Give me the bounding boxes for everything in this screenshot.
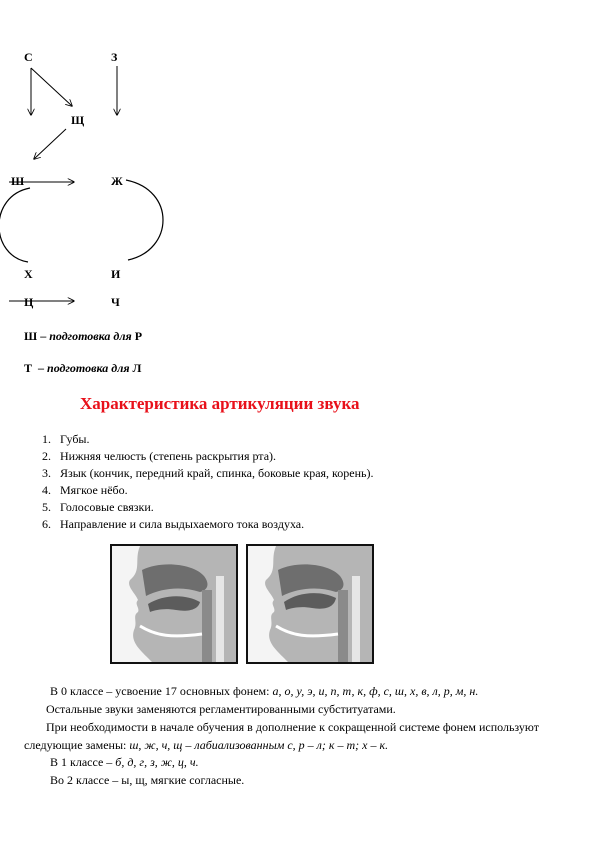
note-t-prep-l xyxy=(24,361,141,376)
articulation-profile-image-2 xyxy=(246,544,374,664)
note-target: Р xyxy=(134,329,143,343)
note-target: Л xyxy=(132,361,142,375)
note-sh-prep-r xyxy=(24,329,142,344)
letter-ch: Ч xyxy=(111,295,120,309)
list-item: 5. Голосовые связки. xyxy=(42,500,154,514)
note-letter: Ш xyxy=(24,329,38,343)
letter-i: И xyxy=(111,267,121,281)
note-text: подготовка для xyxy=(49,329,132,343)
section-title: Характеристика артикуляции звука xyxy=(80,394,360,413)
note-letter: Т xyxy=(24,361,33,375)
letter-z: З xyxy=(111,50,118,64)
list-item: 1. Губы. xyxy=(42,432,90,446)
letter-kh: Х xyxy=(24,267,33,281)
letter-shch: Щ xyxy=(71,113,85,127)
arrow-shch-to-sh xyxy=(34,129,66,159)
paragraph-class-2: Во 2 классе – ы, щ, мягкие согласные. xyxy=(50,773,245,787)
paragraph-class-0: В 0 классе – усвоение 17 основных фонем: а, о, у, э, и, п, т, к, ф, с, ш, х, в, л, р, м, н. xyxy=(50,684,479,698)
arc-right xyxy=(126,180,163,260)
list-item: 2. Нижняя челюсть (степень раскрытия рта). xyxy=(42,449,277,463)
paragraph-substitutes: Остальные звуки заменяются регламентированными субституатами. xyxy=(46,702,396,716)
note-dash: – xyxy=(38,361,45,375)
letter-sh: Ш xyxy=(11,174,25,188)
note-dash: – xyxy=(40,329,47,343)
paragraph-replacements: При необходимости в начале обучения в дополнение к сокращенной системе фонем используют следующие замены: ш, ж, ч, щ – лабиализованным с, р – л; к – т; х – к. xyxy=(24,720,539,752)
letter-s: С xyxy=(24,50,33,64)
articulation-profile-image-1 xyxy=(110,544,238,664)
arrow-s-to-shch xyxy=(31,68,72,106)
letter-zh: Ж xyxy=(111,174,123,188)
list-item: 4. Мягкое нёбо. xyxy=(42,483,128,497)
list-item: 6. Направление и сила выдыхаемого тока воздуха. xyxy=(42,517,305,531)
letter-ts: Ц xyxy=(24,295,34,309)
paragraph-class-1: В 1 классе – б, д, г, з, ж, ц, ч. xyxy=(50,755,199,769)
articulation-list xyxy=(42,431,562,533)
note-text: подготовка для xyxy=(47,361,130,375)
arc-left xyxy=(0,188,30,262)
list-item: 3. Язык (кончик, передний край, спинка, боковые края, корень). xyxy=(42,466,374,480)
